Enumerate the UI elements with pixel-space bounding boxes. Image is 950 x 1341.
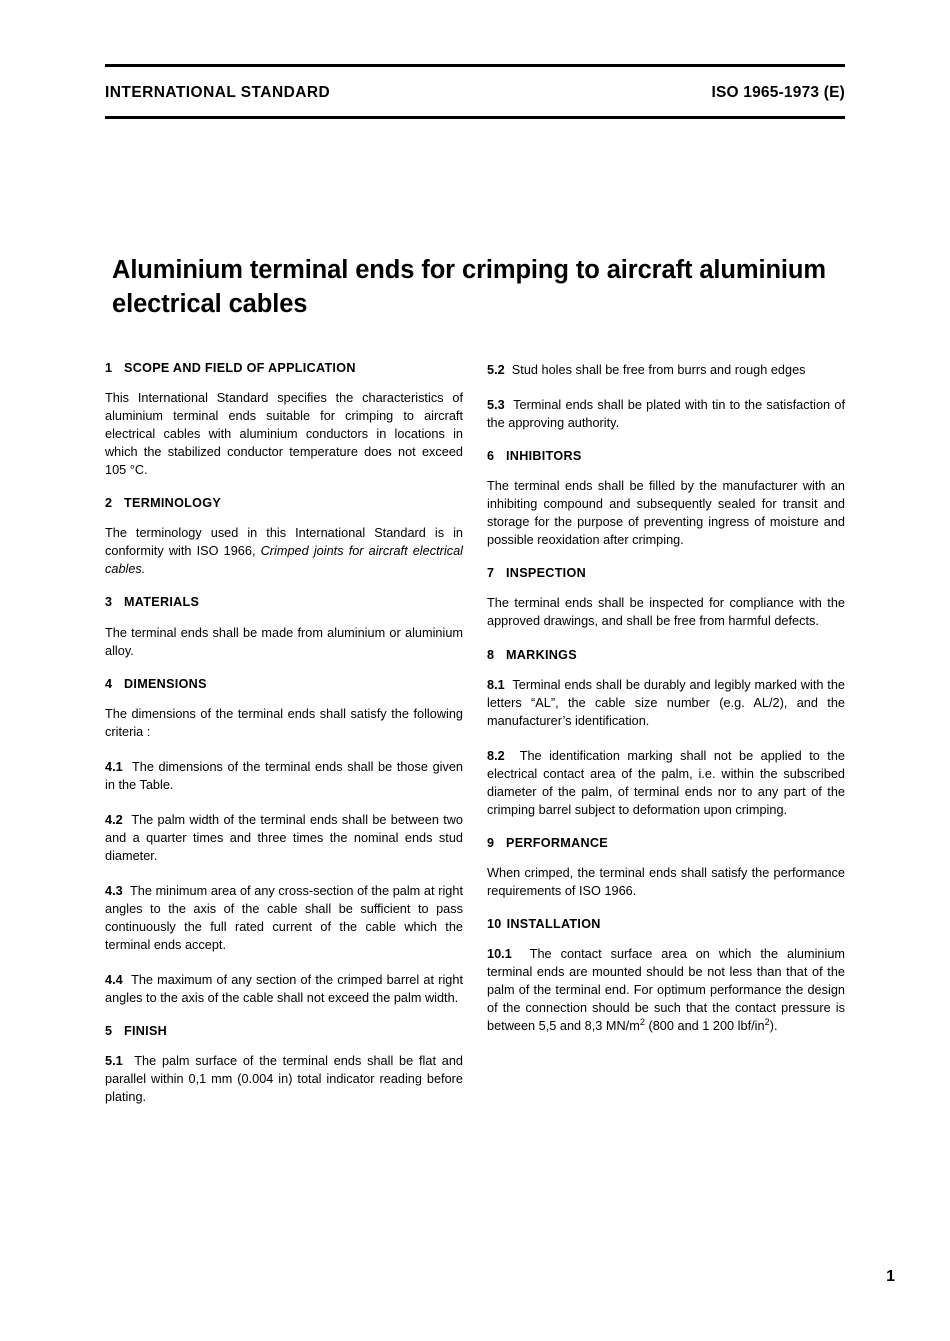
- clause-4-2-text: The palm width of the terminal ends shall be between two and a quarter times and three times the nominal ends stud diameter.: [105, 812, 464, 863]
- left-column: [105, 361, 463, 1106]
- clause-4-2: [105, 811, 463, 865]
- section-number-8: 8: [487, 647, 495, 662]
- clause-8-1: [487, 676, 845, 730]
- section-heading-3: [105, 595, 463, 610]
- page-header: [105, 64, 845, 119]
- clause-10-1-text-part1: The contact surface area on which the aluminium terminal ends are mounted should be not less than that of the palm of the terminal end. For optimum performance the design of the connection should be such that the contact pressure is between 5,5 and 8,3 MN/m: [487, 947, 845, 1034]
- section-2-body: [105, 524, 463, 578]
- section-2-body-text: The terminology used in this International Standard is in conformity with ISO 1966,: [105, 526, 463, 559]
- section-heading-2: [105, 496, 463, 511]
- clause-10-1-superscript-2: 2: [764, 1017, 770, 1027]
- section-9-body: When crimped, the terminal ends shall satisfy the performance requirements of ISO 1966.: [487, 865, 845, 898]
- header-row: [105, 67, 845, 116]
- section-heading-8: [487, 648, 845, 663]
- clause-5-2: [487, 361, 845, 379]
- section-heading-1: [105, 361, 463, 376]
- clause-10-1-text-part3: ).: [769, 1019, 778, 1034]
- right-column: [487, 361, 845, 1106]
- clause-4-1-number: 4.1: [105, 759, 123, 774]
- clause-5-1: [105, 1052, 463, 1106]
- header-rule-bottom: [105, 116, 845, 119]
- clause-10-1-text-part2: (800 and 1 200 lbf/in: [644, 1019, 765, 1034]
- clause-10-1: [487, 945, 845, 1035]
- clause-8-1-text: Terminal ends shall be durably and legibly marked with the letters “AL”, the cable size number (e.g. AL/2), and the manufacturer’s identification.: [487, 677, 845, 728]
- section-title-8: MARKINGS: [506, 647, 577, 662]
- section-number-2: 2: [105, 496, 113, 511]
- section-1-body: This International Standard specifies the characteristics of aluminium terminal ends suitable for crimping to aircraft electrical cables with aluminium conductors in locations in which the stabilized conductor temperature does not exceed 105 °C.: [105, 391, 463, 478]
- clause-4-3-number: 4.3: [105, 883, 123, 898]
- clause-5-1-text: The palm surface of the terminal ends shall be flat and parallel within 0,1 mm (0.004 in) total indicator reading before plating.: [105, 1054, 463, 1105]
- clause-8-2-text: The identification marking shall not be applied to the electrical contact area of the palm, i.e. within the subscribed diameter of the palm, of terminal ends nor to any part of the crimping barrel subject to deformation upon crimping.: [487, 748, 846, 817]
- section-number-1: 1: [105, 361, 113, 375]
- section-7-body: The terminal ends shall be inspected for compliance with the approved drawings, and shall be free from harmful defects.: [487, 596, 845, 629]
- standard-reference: ISO 1965-1973 (E): [711, 84, 845, 101]
- section-4-intro: The dimensions of the terminal ends shall satisfy the following criteria :: [105, 706, 463, 739]
- clause-5-3-number: 5.3: [487, 398, 505, 413]
- section-heading-4: [105, 677, 463, 692]
- international-standard-label: INTERNATIONAL STANDARD: [105, 84, 331, 101]
- clause-4-3-text: The minimum area of any cross-section of the palm at right angles to the axis of the cable shall be sufficient to pass continuously the full rated current of the cable which the terminal ends accept.: [105, 883, 463, 953]
- clause-5-3: [487, 396, 845, 432]
- clause-10-1-superscript-1: 2: [639, 1017, 645, 1027]
- section-heading-5: [105, 1024, 463, 1039]
- section-title-2: TERMINOLOGY: [124, 496, 222, 511]
- clause-4-3: [105, 882, 463, 954]
- clause-5-2-text: Stud holes shall be free from burrs and rough edges: [511, 363, 806, 377]
- clause-4-1: [105, 758, 463, 794]
- section-title-5: FINISH: [124, 1024, 168, 1039]
- section-title-9: PERFORMANCE: [506, 835, 608, 850]
- clause-8-2: [487, 747, 845, 819]
- clause-4-2-number: 4.2: [105, 812, 123, 827]
- section-heading-6: [487, 449, 845, 464]
- clause-8-2-number: 8.2: [487, 748, 505, 763]
- clause-4-1-text: The dimensions of the terminal ends shall be those given in the Table.: [105, 759, 464, 792]
- section-heading-7: [487, 566, 845, 581]
- section-number-4: 4: [105, 676, 113, 691]
- section-number-10: 10: [487, 917, 502, 931]
- section-title-7: INSPECTION: [506, 566, 586, 581]
- section-title-10: INSTALLATION: [506, 917, 601, 931]
- section-heading-9: [487, 836, 845, 851]
- clause-8-1-number: 8.1: [487, 677, 505, 692]
- body-columns: [105, 361, 845, 1106]
- section-number-7: 7: [487, 566, 495, 581]
- section-number-5: 5: [105, 1024, 113, 1039]
- section-3-body: The terminal ends shall be made from aluminium or aluminium alloy.: [105, 625, 463, 658]
- clause-10-1-number: 10.1: [487, 947, 512, 962]
- clause-4-4: [105, 971, 463, 1007]
- clause-4-4-text: The maximum of any section of the crimped barrel at right angles to the axis of the cable shall not exceed the palm width.: [105, 973, 463, 1006]
- section-number-9: 9: [487, 835, 495, 850]
- section-6-body: The terminal ends shall be filled by the manufacturer with an inhibiting compound and subsequently sealed for transit and storage for the purpose of preventing ingress of moisture and possible reoxidation after crimping.: [487, 479, 845, 548]
- section-title-3: MATERIALS: [124, 595, 200, 610]
- clause-5-3-text: Terminal ends shall be plated with tin to the satisfaction of the approving authority.: [487, 398, 845, 431]
- section-title-1: SCOPE AND FIELD OF APPLICATION: [124, 361, 356, 375]
- clause-5-1-number: 5.1: [105, 1054, 123, 1069]
- iso-1966-title: Crimped joints for aircraft electrical cables.: [105, 544, 463, 577]
- page-number: 1: [886, 1268, 895, 1285]
- section-number-3: 3: [105, 595, 113, 610]
- section-number-6: 6: [487, 449, 495, 464]
- section-title-4: DIMENSIONS: [124, 676, 207, 691]
- page-title: Aluminium terminal ends for crimping to aircraft aluminium electrical cables: [112, 256, 826, 318]
- clause-5-2-number: 5.2: [487, 363, 505, 377]
- section-heading-10: [487, 917, 845, 932]
- section-title-6: INHIBITORS: [506, 449, 582, 464]
- clause-4-4-number: 4.4: [105, 973, 123, 988]
